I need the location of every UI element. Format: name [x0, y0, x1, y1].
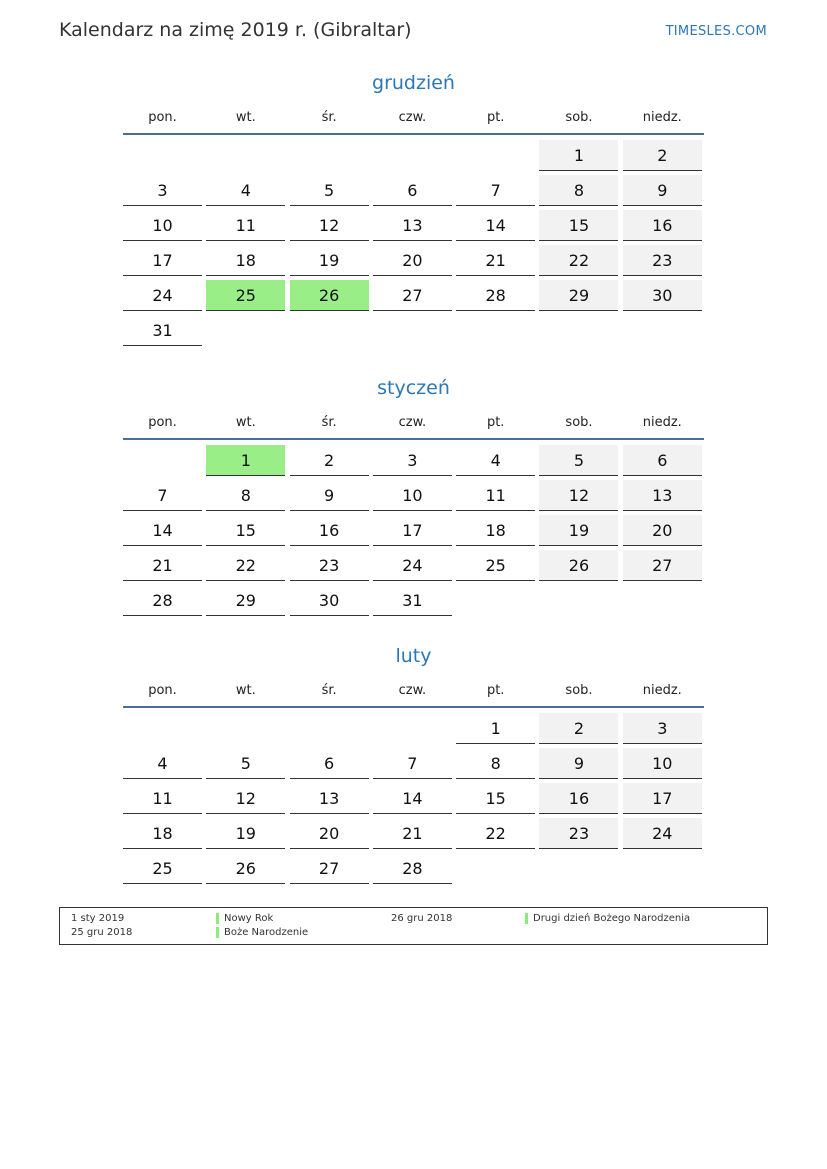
empty-day-cell	[373, 140, 452, 171]
days-grid	[123, 140, 704, 346]
day-cell: 27	[623, 550, 702, 581]
weekday-label: pon.	[148, 110, 177, 125]
day-cell: 3	[123, 175, 202, 206]
holiday-day-cell: 1	[206, 445, 285, 476]
empty-day-cell	[123, 713, 202, 744]
day-cell: 12	[539, 480, 618, 511]
month-name: luty	[395, 645, 432, 667]
weekday-label: śr.	[321, 683, 337, 698]
day-cell: 18	[206, 245, 285, 276]
day-cell: 7	[373, 748, 452, 779]
day-cell: 3	[623, 713, 702, 744]
day-cell: 5	[290, 175, 369, 206]
empty-day-cell	[373, 713, 452, 744]
day-cell: 25	[123, 853, 202, 884]
day-cell: 18	[456, 515, 535, 546]
day-cell: 5	[206, 748, 285, 779]
day-cell: 15	[539, 210, 618, 241]
day-cell: 4	[123, 748, 202, 779]
month-name: styczeń	[377, 377, 450, 399]
day-cell: 15	[456, 783, 535, 814]
day-cell: 26	[539, 550, 618, 581]
day-cell: 12	[290, 210, 369, 241]
weekday-label: czw.	[398, 110, 427, 125]
weekday-label: pon.	[148, 415, 177, 430]
holiday-legend	[59, 907, 768, 945]
day-cell: 30	[290, 585, 369, 616]
day-cell: 2	[290, 445, 369, 476]
day-cell: 28	[456, 280, 535, 311]
weekday-label: czw.	[398, 683, 427, 698]
day-cell: 14	[373, 783, 452, 814]
day-cell: 10	[373, 480, 452, 511]
day-cell: 23	[539, 818, 618, 849]
day-cell: 5	[539, 445, 618, 476]
empty-day-cell	[456, 140, 535, 171]
day-cell: 14	[456, 210, 535, 241]
legend-date: 1 sty 2019	[71, 913, 125, 924]
weekday-label: wt.	[235, 110, 256, 125]
day-cell: 10	[123, 210, 202, 241]
day-cell: 13	[290, 783, 369, 814]
day-cell: 25	[456, 550, 535, 581]
day-cell: 16	[623, 210, 702, 241]
day-cell: 21	[456, 245, 535, 276]
weekday-label: niedz.	[642, 683, 682, 698]
day-cell: 6	[290, 748, 369, 779]
day-cell: 21	[373, 818, 452, 849]
legend-color-marker	[525, 913, 528, 924]
day-cell: 22	[456, 818, 535, 849]
day-cell: 21	[123, 550, 202, 581]
empty-day-cell	[290, 140, 369, 171]
weekday-header-row	[123, 410, 704, 440]
day-cell: 2	[539, 713, 618, 744]
day-cell: 27	[373, 280, 452, 311]
day-cell: 13	[623, 480, 702, 511]
legend-date: 26 gru 2018	[391, 913, 453, 924]
weekday-label: śr.	[321, 415, 337, 430]
weekday-label: sob.	[565, 415, 593, 430]
day-cell: 1	[456, 713, 535, 744]
day-cell: 29	[539, 280, 618, 311]
weekday-label: pon.	[148, 683, 177, 698]
day-cell: 7	[123, 480, 202, 511]
day-cell: 28	[373, 853, 452, 884]
weekday-label: pt.	[486, 415, 505, 430]
day-cell: 11	[456, 480, 535, 511]
day-cell: 31	[123, 315, 202, 346]
day-cell: 12	[206, 783, 285, 814]
legend-holiday-name: Drugi dzień Bożego Narodzenia	[533, 913, 691, 924]
day-cell: 9	[539, 748, 618, 779]
site-link[interactable]: TIMESLES.COM	[665, 24, 767, 39]
weekday-label: pt.	[486, 110, 505, 125]
weekday-label: czw.	[398, 415, 427, 430]
day-cell: 22	[206, 550, 285, 581]
day-cell: 9	[290, 480, 369, 511]
holiday-day-cell: 26	[290, 280, 369, 311]
day-cell: 6	[373, 175, 452, 206]
day-cell: 4	[206, 175, 285, 206]
day-cell: 9	[623, 175, 702, 206]
empty-day-cell	[206, 140, 285, 171]
day-cell: 27	[290, 853, 369, 884]
day-cell: 16	[539, 783, 618, 814]
day-cell: 7	[456, 175, 535, 206]
day-cell: 1	[539, 140, 618, 171]
legend-holiday-name: Boże Narodzenie	[224, 927, 309, 938]
legend-holiday-name: Nowy Rok	[224, 913, 274, 924]
holiday-day-cell: 25	[206, 280, 285, 311]
empty-day-cell	[290, 713, 369, 744]
weekday-label: śr.	[321, 110, 337, 125]
weekday-label: niedz.	[642, 415, 682, 430]
day-cell: 30	[623, 280, 702, 311]
day-cell: 23	[290, 550, 369, 581]
day-cell: 24	[373, 550, 452, 581]
day-cell: 26	[206, 853, 285, 884]
day-cell: 14	[123, 515, 202, 546]
month-calendar	[123, 70, 704, 346]
day-cell: 22	[539, 245, 618, 276]
day-cell: 20	[290, 818, 369, 849]
day-cell: 10	[623, 748, 702, 779]
day-cell: 19	[206, 818, 285, 849]
weekday-label: sob.	[565, 683, 593, 698]
day-cell: 13	[373, 210, 452, 241]
weekday-label: pt.	[486, 683, 505, 698]
day-cell: 11	[123, 783, 202, 814]
page-title: Kalendarz na zimę 2019 r. (Gibraltar)	[59, 19, 412, 41]
day-cell: 8	[456, 748, 535, 779]
weekday-header-row	[123, 105, 704, 135]
day-cell: 16	[290, 515, 369, 546]
weekday-label: wt.	[235, 415, 256, 430]
day-cell: 24	[623, 818, 702, 849]
empty-day-cell	[123, 140, 202, 171]
day-cell: 8	[206, 480, 285, 511]
day-cell: 20	[623, 515, 702, 546]
day-cell: 31	[373, 585, 452, 616]
day-cell: 15	[206, 515, 285, 546]
day-cell: 4	[456, 445, 535, 476]
day-cell: 18	[123, 818, 202, 849]
day-cell: 20	[373, 245, 452, 276]
day-cell: 8	[539, 175, 618, 206]
day-cell: 19	[539, 515, 618, 546]
day-cell: 23	[623, 245, 702, 276]
weekday-label: niedz.	[642, 110, 682, 125]
day-cell: 11	[206, 210, 285, 241]
day-cell: 17	[123, 245, 202, 276]
day-cell: 19	[290, 245, 369, 276]
weekday-header-row	[123, 678, 704, 708]
days-grid	[123, 445, 704, 616]
month-calendar	[123, 375, 704, 616]
weekday-label: wt.	[235, 683, 256, 698]
weekday-label: sob.	[565, 110, 593, 125]
day-cell: 3	[373, 445, 452, 476]
day-cell: 28	[123, 585, 202, 616]
day-cell: 17	[623, 783, 702, 814]
legend-color-marker	[216, 927, 219, 938]
empty-day-cell	[123, 445, 202, 476]
legend-date: 25 gru 2018	[71, 927, 133, 938]
month-calendar	[123, 643, 704, 884]
day-cell: 29	[206, 585, 285, 616]
legend-color-marker	[216, 913, 219, 924]
day-cell: 24	[123, 280, 202, 311]
empty-day-cell	[206, 713, 285, 744]
days-grid	[123, 713, 704, 884]
month-name: grudzień	[372, 72, 455, 94]
day-cell: 6	[623, 445, 702, 476]
day-cell: 17	[373, 515, 452, 546]
day-cell: 2	[623, 140, 702, 171]
